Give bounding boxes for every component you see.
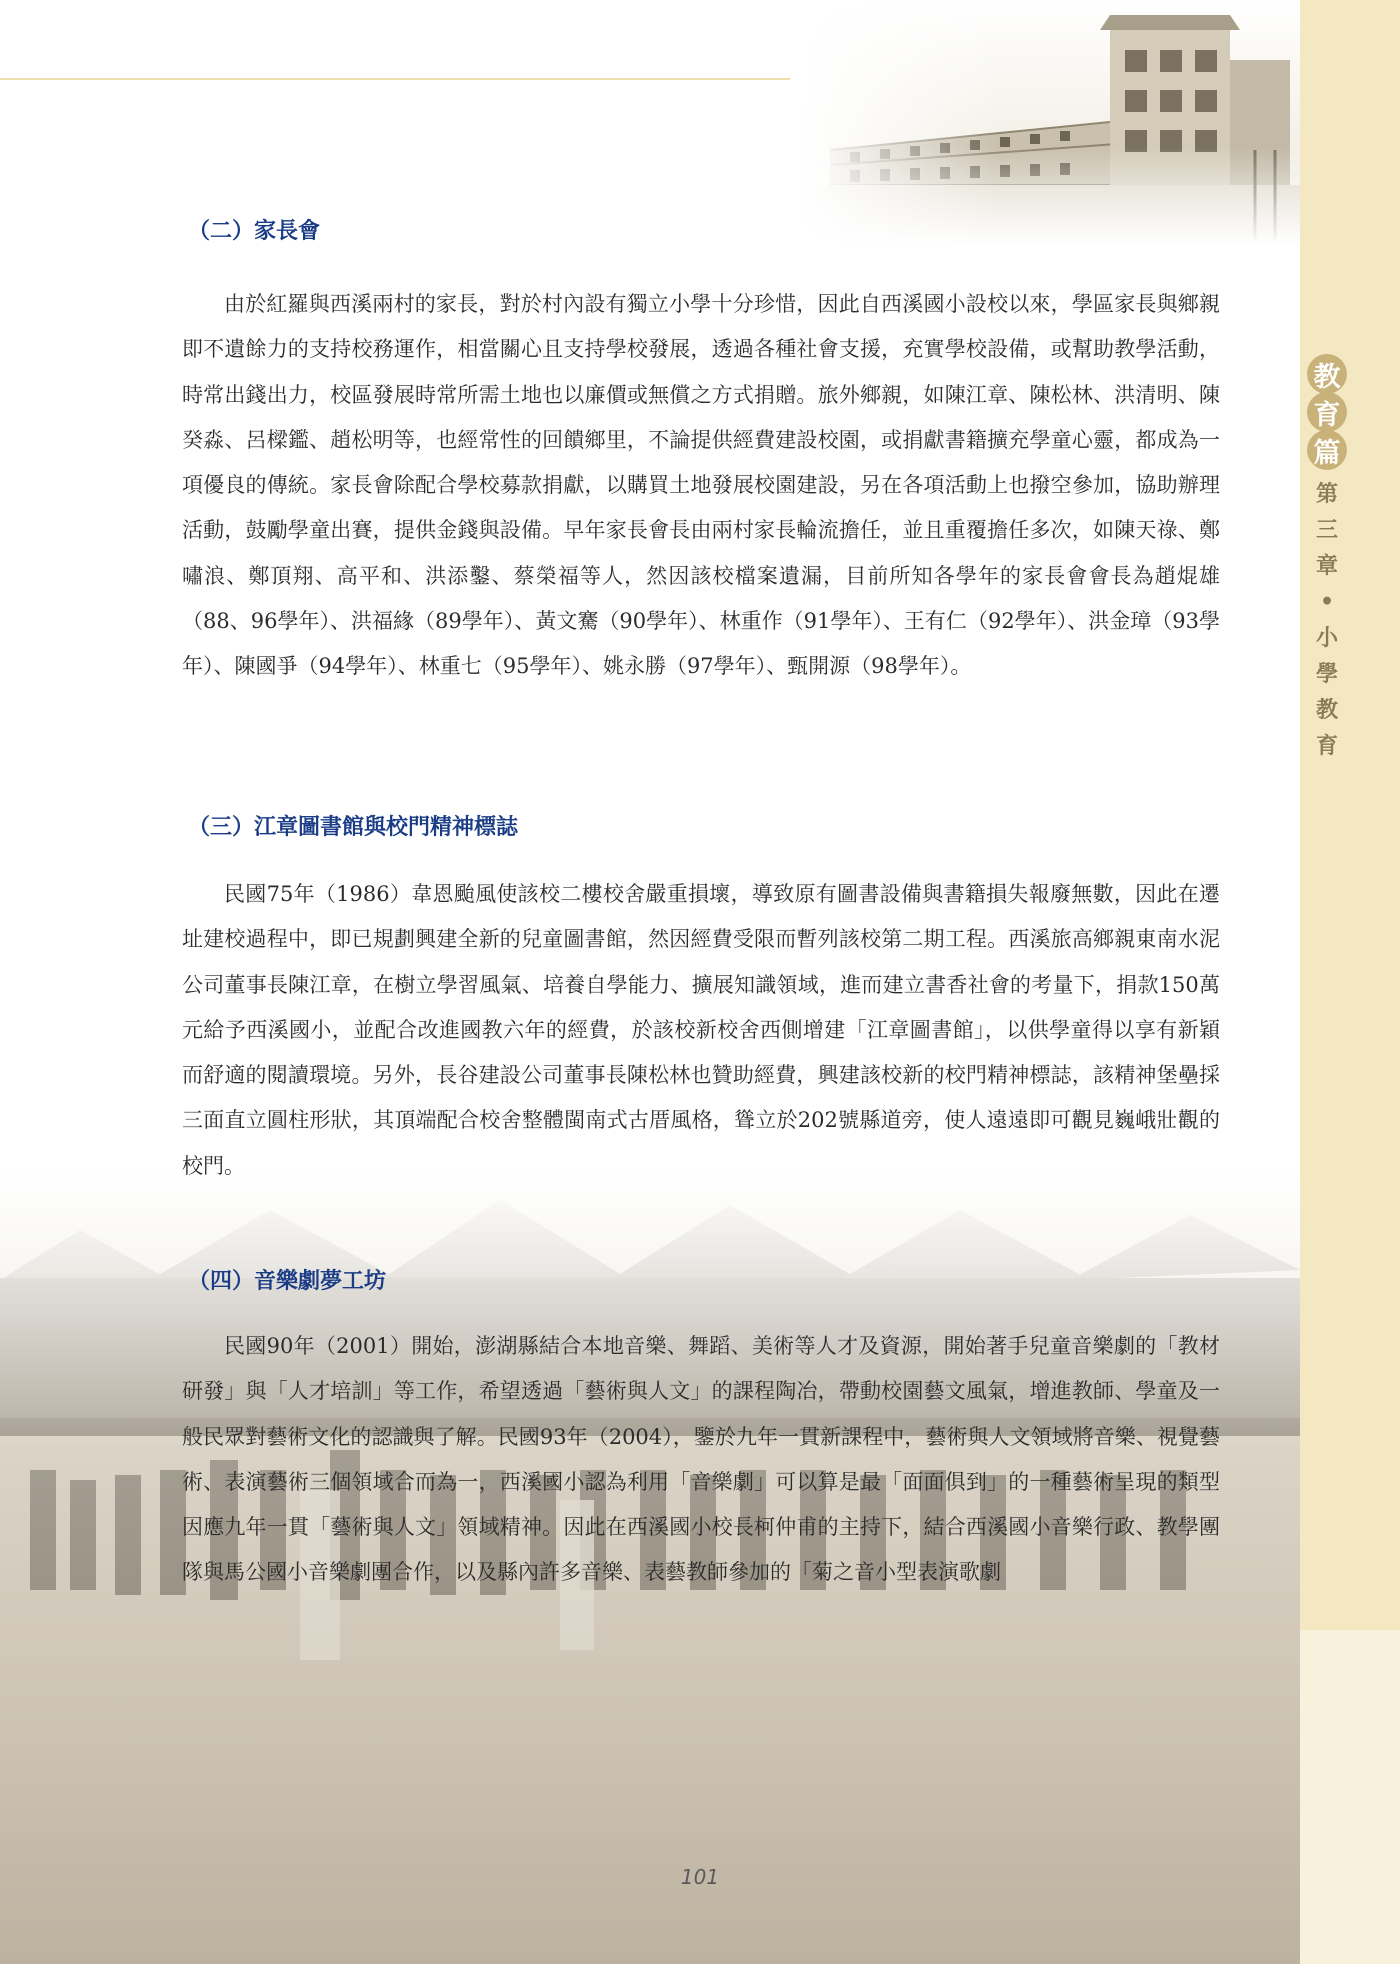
header-rule (0, 78, 790, 80)
chapter-char: 章 (1315, 553, 1338, 579)
category-char-3: 篇 (1307, 430, 1347, 470)
chapter-char: 三 (1315, 517, 1338, 543)
section-heading-musical-workshop: （四）音樂劇夢工坊 (188, 1268, 387, 1294)
chapter-char: 第 (1315, 481, 1338, 507)
chapter-char: • (1319, 589, 1335, 615)
chapter-sidebar (1300, 0, 1400, 1630)
chapter-char: 小 (1315, 625, 1338, 651)
chapter-char: 育 (1315, 733, 1338, 759)
section-paragraph: 民國90年（2001）開始，澎湖縣結合本地音樂、舞蹈、美術等人才及資源，開始著手兒童音樂劇的「教材研發」與「人才培訓」等工作，希望透過「藝術與人文」的課程陶冶，帶動校園藝文風氣，增進教師、學童及一般民眾對藝術文化的認識與了解。民國93年（2004），鑒於九年一貫新課程中，藝術與人文領域將音樂、視覺藝術、表演藝術三個領域合而為一，西溪國小認為利用「音樂劇」可以算是最「面面俱到」的一種藝術呈現的類型因應九年一貫「藝術與人文」領域精神。因此在西溪國小校長柯仲甫的主持下，結合西溪國小音樂行政、教學團隊與馬公國小音樂劇團合作，以及縣內許多音樂、表藝教師參加的「菊之音小型表演歌劇 (182, 1334, 1220, 1585)
chapter-title (1312, 476, 1342, 764)
chapter-char: 教 (1315, 697, 1338, 723)
category-char-2: 育 (1307, 392, 1347, 432)
section-paragraph: 民國75年（1986）韋恩颱風使該校二樓校舍嚴重損壞，導致原有圖書設備與書籍損失報廢無數，因此在遷址建校過程中，即已規劃興建全新的兒童圖書館，然因經費受限而暫列該校第二期工程。西溪旅高鄉親東南水泥公司董事長陳江章，在樹立學習風氣、培養自學能力、擴展知識領域，進而建立書香社會的考量下，捐款150萬元給予西溪國小，並配合改進國教六年的經費，於該校新校舍西側增建「江章圖書館」，以供學童得以享有新穎而舒適的閱讀環境。另外，長谷建設公司董事長陳松林也贊助經費，興建該校新的校門精神標誌，該精神堡壘採三面直立圓柱形狀，其頂端配合校舍整體閩南式古厝風格，聳立於202號縣道旁，使人遠遠即可觀見巍峨壯觀的校門。 (182, 882, 1221, 1178)
chapter-char: 學 (1315, 661, 1338, 687)
section-paragraph: 由於紅羅與西溪兩村的家長，對於村內設有獨立小學十分珍惜，因此自西溪國小設校以來，學區家長與鄉親即不遺餘力的支持校務運作，相當關心且支持學校發展，透過各種社會支援，充實學校設備，或幫助教學活動，時常出錢出力，校區發展時常所需土地也以廉價或無償之方式捐贈。旅外鄉親，如陳江章、陳松林、洪清明、陳癸淼、呂樑鑑、趙松明等，也經常性的回饋鄉里，不論提供經費建設校園，或捐獻書籍擴充學童心靈，都成為一項優良的傳統。家長會除配合學校募款捐獻，以購買土地發展校園建設，另在各項活動上也撥空參加，協助辦理活動，鼓勵學童出賽，提供金錢與設備。早年家長會長由兩村家長輪流擔任，並且重覆擔任多次，如陳天祿、鄭嘯浪、鄭頂翔、高平和、洪添鑿、蔡榮福等人，然因該校檔案遺漏，目前所知各學年的家長會會長為趙焜雄（88、96學年）、洪福緣（89學年）、黃文騫（90學年）、林重作（91學年）、王有仁（92學年）、洪金璋（93學年）、陳國爭（94學年）、林重七（95學年）、姚永勝（97學年）、甄開源（98學年）。 (182, 292, 1220, 679)
sidebar-strip (1300, 1630, 1400, 1964)
section-heading-library-gate: （三）江章圖書館與校門精神標誌 (188, 814, 519, 840)
section-heading-parents-association: （二）家長會 (188, 218, 321, 244)
category-char-1: 教 (1307, 354, 1347, 394)
page-number: 101 (680, 1865, 720, 1889)
school-building-photo (800, 0, 1300, 245)
